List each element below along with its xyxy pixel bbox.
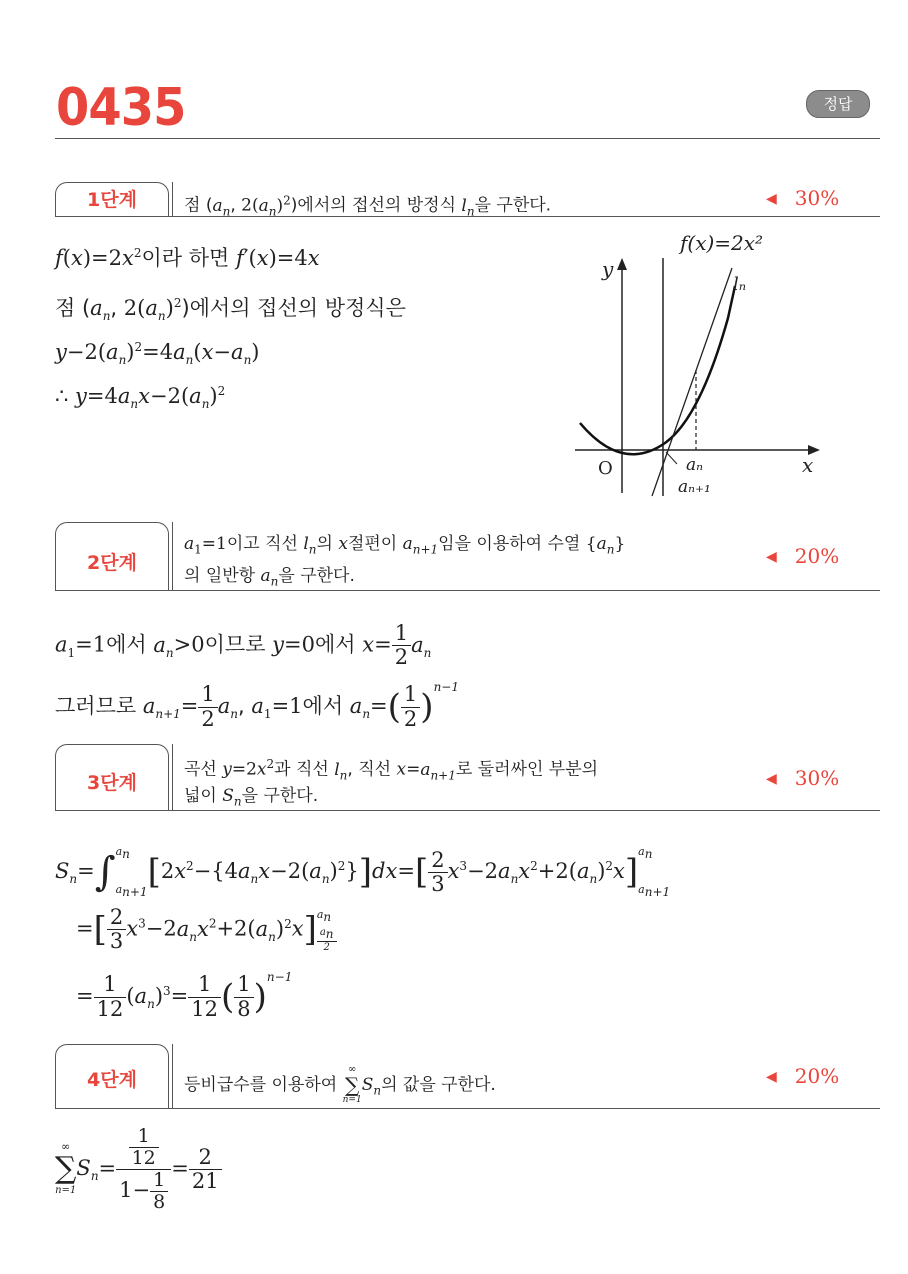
triangle-left-icon: ◀ [766, 549, 777, 565]
step1-percent: ◀ 30% [766, 186, 840, 210]
answer-badge[interactable]: 정답 [806, 90, 870, 118]
line-label: lₙ [733, 274, 747, 295]
step1-line4: ∴ $y=4a_nx-2(a_n)^2$ [55, 384, 226, 412]
step3-line1: $S_n=\int$ $a_n$ $a_{n+1}$ $[2x^2-\{4a_nx-2(a_n)^2\}]dx=$[ $\frac{2}{3}$ $x^3-2a_nx^2+2(a_n)^2x$] $a_n$ $a_{n+1}$ [55, 845, 671, 900]
triangle-left-icon: ◀ [766, 1069, 777, 1085]
step3-tab: 3단계 [55, 744, 169, 811]
y-axis-label: y [602, 257, 614, 281]
step2-vertical-rule [172, 522, 173, 590]
step3-divider [55, 810, 880, 811]
tangent-graph [570, 228, 830, 508]
an1-label: aₙ₊₁ [678, 477, 711, 497]
step2-tab: 2단계 [55, 522, 169, 591]
step4-percent: ◀ 20% [766, 1064, 840, 1088]
step3-description-line1: 곡선 $y=2x^2$과 직선 $l_n$, 직선 $x=a_{n+1}$로 둘러싸인 부분의 [184, 757, 599, 783]
step4-description: 등비급수를 이용하여 ∞ ∑ n=1 $S_n$의 값을 구한다. [184, 1064, 496, 1105]
y-axis-arrow [617, 258, 627, 270]
step3-percent: ◀ 30% [766, 766, 840, 790]
step1-description: 점 ($a_n$, $2(a_n)^2$)에서의 접선의 방정식 $l_n$을 구한다. [184, 193, 552, 219]
step1-line2: 점 ($a_n$, $2(a_n)^2$)에서의 접선의 방정식은 [55, 296, 406, 324]
origin-label: O [598, 458, 613, 479]
an-label: aₙ [686, 455, 704, 475]
step4-vertical-rule [172, 1044, 173, 1108]
step3-line2: =[ $\frac{2}{3}$ $x^3-2a_nx^2+2(a_n)^2x$] $a_n$ $\frac{a_n}{2}$ [76, 906, 337, 953]
step4-tab: 4단계 [55, 1044, 169, 1109]
problem-number: 0435 [56, 78, 186, 138]
step1-line3: $y-2(a_n)^2=4a_n(x-a_n)$ [55, 340, 260, 368]
step2-percent: ◀ 20% [766, 544, 840, 568]
step1-tab: 1단계 [55, 182, 169, 217]
step2-line1: $a_1=1$에서 $a_n>0$이므로 y=0에서 x= $\frac{1}{2}$ $a_n$ [55, 621, 432, 670]
parabola-curve [580, 286, 735, 454]
header-divider [55, 138, 880, 139]
curve-label: f(x)=2x² [680, 231, 764, 255]
step2-description-line1: $a_1=1$이고 직선 $l_n$의 x절편이 $a_{n+1}$임을 이용하여 수열 $\{a_n\}$ [184, 534, 626, 557]
step4-divider [55, 1108, 880, 1109]
triangle-left-icon: ◀ [766, 191, 777, 207]
pointer-line [666, 452, 677, 464]
step1-vertical-rule [172, 182, 173, 216]
step1-line1: $f(x)=2x^2$이라 하면 f′(x)=4x [55, 246, 320, 270]
step2-description-line2: 의 일반항 $a_n$을 구한다. [184, 566, 355, 589]
x-axis-label: x [802, 453, 814, 477]
step2-divider [55, 590, 880, 591]
step2-line2: 그러므로 $a_{n+1}=$ $\frac{1}{2}$ $a_n$, $a_1=1$에서 $a_n=$( $\frac{1}{2}$ )$^{n-1}$ [55, 680, 459, 731]
step4-result: ∞ ∑ n=1 $S_n=$ $\frac{1}{12}$ 1− $\frac{1}{8}$ = $\frac{2}{21}$ [55, 1126, 222, 1213]
triangle-left-icon: ◀ [766, 771, 777, 787]
step3-vertical-rule [172, 744, 173, 810]
step3-description-line2: 넓이 $S_n$을 구한다. [184, 786, 319, 809]
step3-line3: = $\frac{1}{12}$ $(a_n)^3=$ $\frac{1}{12}$ ( $\frac{1}{8}$ )$^{n-1}$ [76, 970, 293, 1021]
